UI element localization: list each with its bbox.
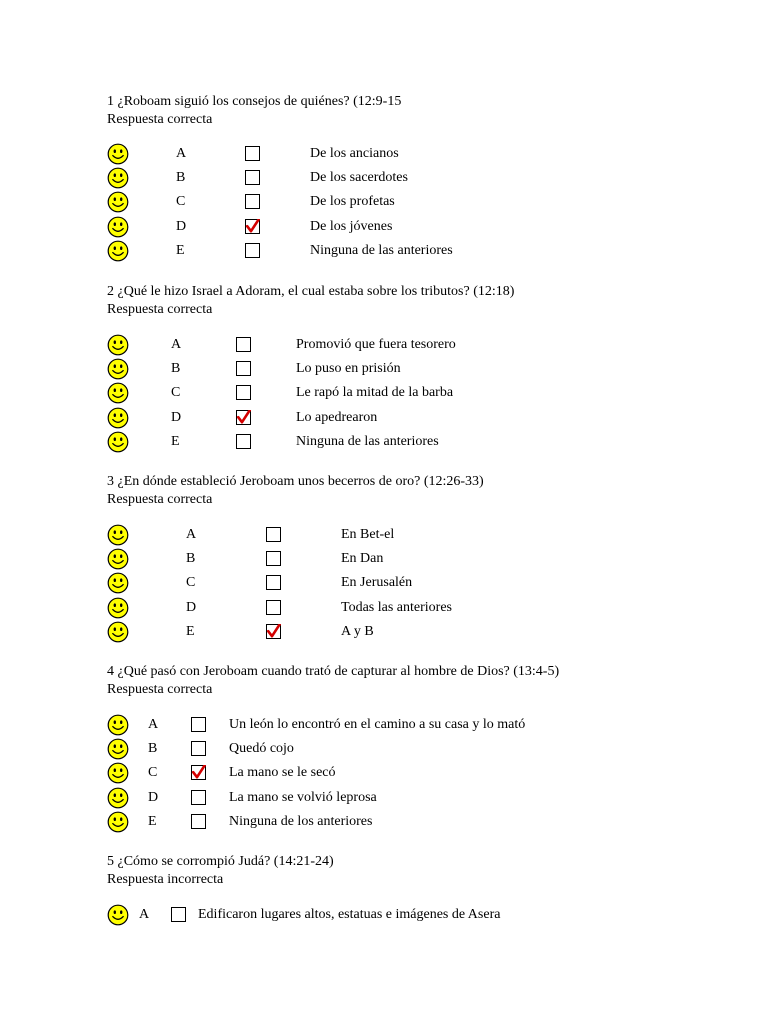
- option-letter: A: [176, 146, 187, 161]
- answer-option[interactable]: [107, 762, 707, 784]
- question-title: 3 ¿En dónde estableció Jeroboam unos becerros de oro? (12:26-33): [107, 474, 484, 489]
- smiley-face-icon: [107, 358, 129, 380]
- answer-option[interactable]: [107, 572, 707, 594]
- smiley-face-icon: [107, 240, 129, 262]
- option-letter: D: [171, 409, 182, 425]
- question-2: [107, 283, 514, 319]
- checkbox-icon[interactable]: [266, 600, 281, 615]
- answer-option[interactable]: [107, 431, 707, 453]
- smiley-face-icon: [107, 167, 129, 189]
- checkbox-icon[interactable]: [191, 790, 206, 805]
- option-text: La mano se volvió leprosa: [229, 789, 377, 805]
- smiley-face-icon: [107, 431, 129, 453]
- option-text: Edificaron lugares altos, estatuas e imágenes de Asera: [198, 907, 501, 922]
- smiley-face-icon: [107, 191, 129, 213]
- option-text: La mano se le secó: [229, 765, 336, 781]
- checkbox-icon[interactable]: [236, 434, 251, 449]
- option-text: De los jóvenes: [310, 218, 393, 234]
- smiley-face-icon: [107, 904, 129, 926]
- option-letter: B: [148, 741, 158, 757]
- smiley-face-icon: [107, 143, 129, 165]
- checkbox-icon[interactable]: [266, 575, 281, 590]
- option-letter: B: [171, 361, 181, 377]
- checked-checkbox-icon[interactable]: [245, 219, 260, 234]
- option-text: Ninguna de los anteriores: [229, 813, 373, 829]
- option-text: Ninguna de las anteriores: [296, 433, 439, 449]
- option-text: Le rapó la mitad de la barba: [296, 385, 454, 401]
- answer-option[interactable]: [107, 191, 707, 213]
- answer-option[interactable]: [107, 382, 707, 404]
- checkbox-icon[interactable]: [191, 717, 206, 732]
- checkbox-icon[interactable]: [245, 194, 260, 209]
- option-letter: C: [148, 765, 158, 781]
- answer-option[interactable]: [107, 240, 707, 262]
- option-text: Quedó cojo: [229, 741, 294, 757]
- question-title: 2 ¿Qué le hizo Israel a Adoram, el cual estaba sobre los tributos? (12:18): [107, 284, 515, 299]
- answer-status: Respuesta correcta: [107, 112, 213, 127]
- smiley-face-icon: [107, 216, 129, 238]
- answer-option[interactable]: [107, 524, 707, 546]
- smiley-face-icon: [107, 548, 129, 570]
- option-letter: B: [186, 551, 196, 567]
- answer-option[interactable]: [107, 167, 707, 189]
- answer-option[interactable]: [107, 334, 707, 356]
- checkbox-icon[interactable]: [245, 243, 260, 258]
- option-letter: C: [186, 575, 196, 591]
- answer-status: Respuesta incorrecta: [107, 872, 224, 887]
- answer-option[interactable]: [107, 621, 707, 643]
- smiley-face-icon: [107, 738, 129, 760]
- option-letter: A: [186, 527, 197, 542]
- option-letter: D: [186, 599, 197, 615]
- checkbox-icon[interactable]: [236, 361, 251, 376]
- answer-option[interactable]: [107, 216, 707, 238]
- smiley-face-icon: [107, 382, 129, 404]
- answer-option[interactable]: [107, 358, 707, 380]
- option-letter: C: [171, 385, 181, 401]
- answer-option[interactable]: [107, 597, 707, 619]
- question-title: 4 ¿Qué pasó con Jeroboam cuando trató de capturar al hombre de Dios? (13:4-5): [107, 664, 560, 679]
- option-text: Lo puso en prisión: [296, 361, 401, 377]
- smiley-face-icon: [107, 572, 129, 594]
- option-letter: A: [139, 907, 150, 922]
- option-letter: E: [186, 623, 195, 639]
- smiley-face-icon: [107, 597, 129, 619]
- option-text: Promovió que fuera tesorero: [296, 337, 456, 352]
- option-letter: E: [176, 242, 185, 258]
- answer-option[interactable]: [107, 548, 707, 570]
- option-letter: A: [171, 337, 182, 352]
- checkbox-icon[interactable]: [245, 146, 260, 161]
- checked-checkbox-icon[interactable]: [266, 624, 281, 639]
- option-text: De los ancianos: [310, 146, 399, 161]
- answer-option[interactable]: [107, 738, 707, 760]
- checkbox-icon[interactable]: [236, 385, 251, 400]
- checkbox-icon[interactable]: [245, 170, 260, 185]
- answer-option[interactable]: [107, 714, 707, 736]
- answer-option[interactable]: [107, 143, 707, 165]
- option-text: En Dan: [341, 551, 384, 567]
- option-text: De los sacerdotes: [310, 170, 408, 186]
- option-letter: E: [171, 433, 180, 449]
- answer-status: Respuesta correcta: [107, 682, 213, 697]
- checkbox-icon[interactable]: [191, 741, 206, 756]
- option-letter: B: [176, 170, 186, 186]
- option-text: Todas las anteriores: [341, 599, 452, 615]
- option-letter: E: [148, 813, 157, 829]
- checkbox-icon[interactable]: [266, 551, 281, 566]
- question-3: [107, 473, 484, 509]
- smiley-face-icon: [107, 621, 129, 643]
- checkbox-icon[interactable]: [266, 527, 281, 542]
- answer-option[interactable]: [107, 407, 707, 429]
- checked-checkbox-icon[interactable]: [236, 410, 251, 425]
- option-text: De los profetas: [310, 194, 395, 210]
- option-text: En Bet-el: [341, 527, 395, 542]
- smiley-face-icon: [107, 407, 129, 429]
- smiley-face-icon: [107, 334, 129, 356]
- question-4: [107, 663, 559, 699]
- question-title: 5 ¿Cómo se corrompió Judá? (14:21-24): [107, 854, 334, 869]
- answer-option[interactable]: [107, 811, 707, 833]
- smiley-face-icon: [107, 714, 129, 736]
- smiley-face-icon: [107, 787, 129, 809]
- checkbox-icon[interactable]: [191, 814, 206, 829]
- question-1: [107, 93, 401, 129]
- option-letter: C: [176, 194, 186, 210]
- option-text: En Jerusalén: [341, 575, 413, 591]
- option-text: Un león lo encontró en el camino a su casa y lo mató: [229, 717, 526, 732]
- checkbox-icon[interactable]: [171, 907, 186, 922]
- option-letter: D: [176, 218, 187, 234]
- checked-checkbox-icon[interactable]: [191, 765, 206, 780]
- answer-status: Respuesta correcta: [107, 492, 213, 507]
- smiley-face-icon: [107, 762, 129, 784]
- option-letter: D: [148, 789, 159, 805]
- checkbox-icon[interactable]: [236, 337, 251, 352]
- option-letter: A: [148, 717, 159, 732]
- option-text: A y B: [341, 623, 374, 639]
- answer-option[interactable]: [107, 904, 707, 926]
- smiley-face-icon: [107, 524, 129, 546]
- option-text: Lo apedrearon: [296, 409, 378, 425]
- smiley-face-icon: [107, 811, 129, 833]
- question-title: 1 ¿Roboam siguió los consejos de quiénes? (12:9-15: [107, 94, 402, 109]
- option-text: Ninguna de las anteriores: [310, 242, 453, 258]
- answer-option[interactable]: [107, 787, 707, 809]
- answer-status: Respuesta correcta: [107, 302, 213, 317]
- question-5: [107, 853, 334, 889]
